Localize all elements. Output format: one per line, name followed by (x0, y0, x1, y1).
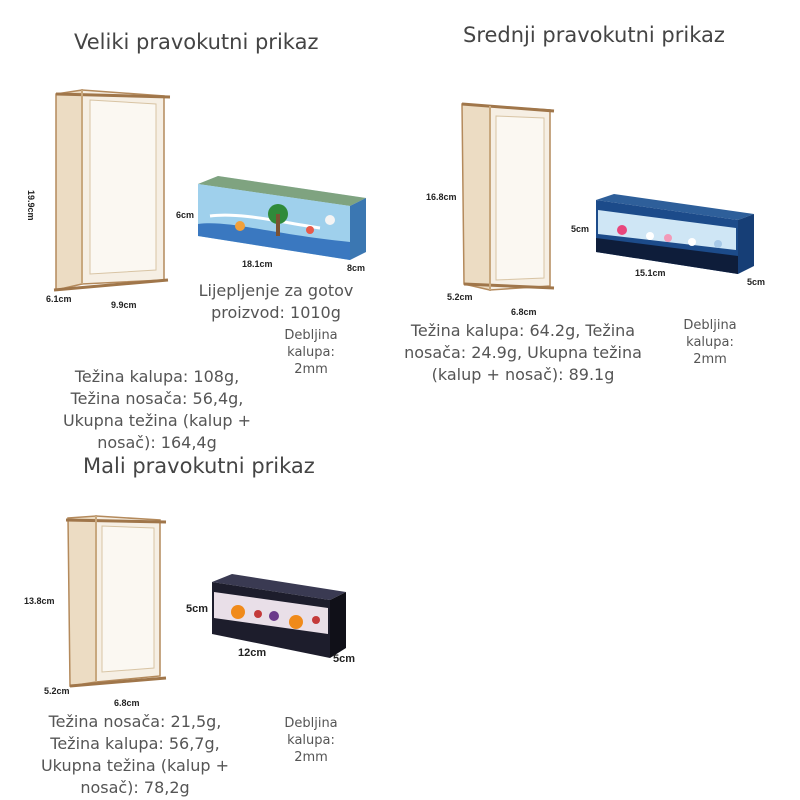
large-title: Veliki pravokutni prikaz (74, 30, 319, 54)
small-height-label: 13.8cm (24, 596, 55, 606)
medium-mold-thickness: Debljina kalupa: 2mm (683, 318, 737, 367)
medium-resin-box-image (592, 194, 758, 280)
small-box-length-label: 12cm (238, 647, 267, 659)
large-box-length-label: 18.1cm (242, 259, 273, 269)
large-box-depth-label: 8cm (347, 263, 366, 273)
small-mold-thickness: Debljina kalupa: 2mm (284, 716, 338, 765)
small-weights: Težina nosača: 21,5g, Težina kalupa: 56,7g, Ukupna težina (kalup + nosač): 78,2g (40, 712, 230, 797)
large-height-label: 19.9cm (26, 190, 36, 221)
medium-depth-label: 5.2cm (447, 292, 473, 302)
large-weights: Težina kalupa: 108g, Težina nosača: 56,4g, Ukupna težina (kalup + nosač): 164,4g (62, 367, 252, 452)
large-width-label: 9.9cm (111, 300, 137, 310)
large-resin-box-image (190, 176, 370, 270)
large-glue-weight: Lijepljenje za gotov proizvod: 1010g (198, 281, 354, 322)
small-box-depth-label: 5cm (333, 653, 356, 665)
small-title: Mali pravokutni prikaz (83, 454, 315, 478)
small-frame-image (62, 512, 172, 692)
small-width-label: 6.8cm (114, 698, 140, 708)
medium-weights: Težina kalupa: 64.2g, Težina nosača: 24.9g, Ukupna težina (kalup + nosač): 89.1g (404, 321, 642, 384)
small-resin-box-image (210, 574, 350, 664)
large-box-height-label: 6cm (176, 210, 195, 220)
medium-title: Srednji pravokutni prikaz (463, 23, 725, 47)
medium-frame-image (458, 98, 558, 298)
medium-height-label: 16.8cm (426, 192, 457, 202)
medium-width-label: 6.8cm (511, 307, 537, 317)
large-frame-image (52, 84, 177, 296)
small-depth-label: 5.2cm (44, 686, 70, 696)
medium-box-height-label: 5cm (571, 224, 590, 234)
small-box-height-label: 5cm (186, 603, 209, 615)
medium-box-depth-label: 5cm (747, 277, 766, 287)
medium-box-length-label: 15.1cm (635, 268, 666, 278)
large-depth-label: 6.1cm (46, 294, 72, 304)
large-mold-thickness: Debljina kalupa: 2mm (284, 328, 338, 377)
